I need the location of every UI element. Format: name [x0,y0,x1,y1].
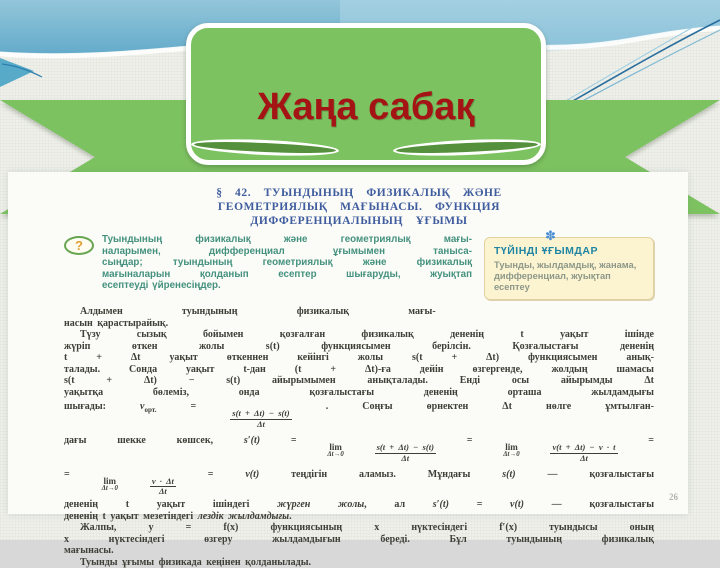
objective-text: Туындының физикалық және геометриялық мағы- наларымен, дифференциал ұғымымен таныса- сыңдар; туындының геометриялық және физикалық мағыналарын қолданып есептер шығаруды, жуықтап есептеуді үйренесіңдер. [102,234,472,292]
section-heading: § 42. ТУЫНДЫНЫҢ ФИЗИКАЛЫҚ ЖӘНЕ ГЕОМЕТРИЯЛЫҚ МАҒЫНАСЫ. ФУНКЦИЯ ДИФФЕРЕНЦИАЛЫНЫҢ ҰҒЫМЫ [216,187,502,227]
ribbon-fold-right-icon [393,137,542,158]
question-icon [64,236,94,255]
body-paragraphs [64,329,654,568]
page-number: 26 [669,492,678,502]
intro-paragraph: Алдымен туындының физикалық мағы- насын қарастырайық. [64,306,436,329]
body-paragraph: Туынды ұғымы физикада кеңінен қолданылады. [80,556,312,568]
key-terms-body: Туынды, жылдамдық, жанама, дифференциал, жуықтап есептеу [494,260,637,292]
body-paragraph: Жалпы, y = f(x) функциясының x нүктесіндегі f′(x) туындысы оның x нүктесіндегі өзгеру жылдамдығын береді. Бұл туындының физикалық мағынасы. [64,522,654,557]
question-glyph: ? [75,238,83,253]
body-paragraph: Түзу сызық бойымен қозғалған физикалық дененің t уақыт ішінде жүріп өткен жолы s(t) функциясымен берілсін. Қозғалыстағы дененің t + Δt уақыт өткеннен кейінгі жолы s(t + Δt) функциясымен анық- талады. Сонда уақыт t-дан (t + Δt)-ға дейін өзгергенде, жолдың шамасы s(t + Δt) − s(t) айырымымен анықталады. Енді осы айырымды Δt уақытқа бөлеміз, онда қозғалыстағы дененің орташа жылдамдығы шығады: $v_{орт.}$ = $\frac{s(t + \Delta t) - s(t)}{\Delta t}$ . Соңғы өрнектен Δt нөлге ұмтылған- дағы шекке көшсек, s′(t) = lim Δt→0 $\frac{s(t + \Delta t) - s(t)}{\Delta t}$ = lim Δt→0 $\frac{v(t + \Delta t) - v \cdot t}{\Delta t}$ = = lim Δt→0 $\frac{v \cdot \Delta t}{\Delta t}$ = v(t) теңдігін аламыз. Мұндағы s(t) — қозғалыстағы дененің t уақыт ішіндегі жүрген жолы, ал s′(t) = v(t) — қозғалыстағы дененің t уақыт мезетіндегі лездік жылдамдығы. [64,329,655,522]
textbook-page [8,172,688,568]
sparkle-icon: ✽ [545,228,556,243]
intro-row [64,228,654,300]
key-terms-box [484,228,654,300]
ribbon-fold-left-icon [191,137,340,158]
banner-panel [186,23,546,165]
slide-title: Жаңа сабақ [257,86,475,128]
key-terms-title: ТҮЙІНДІ ҰҒЫМДАР [494,245,598,257]
objective-block [64,234,472,300]
